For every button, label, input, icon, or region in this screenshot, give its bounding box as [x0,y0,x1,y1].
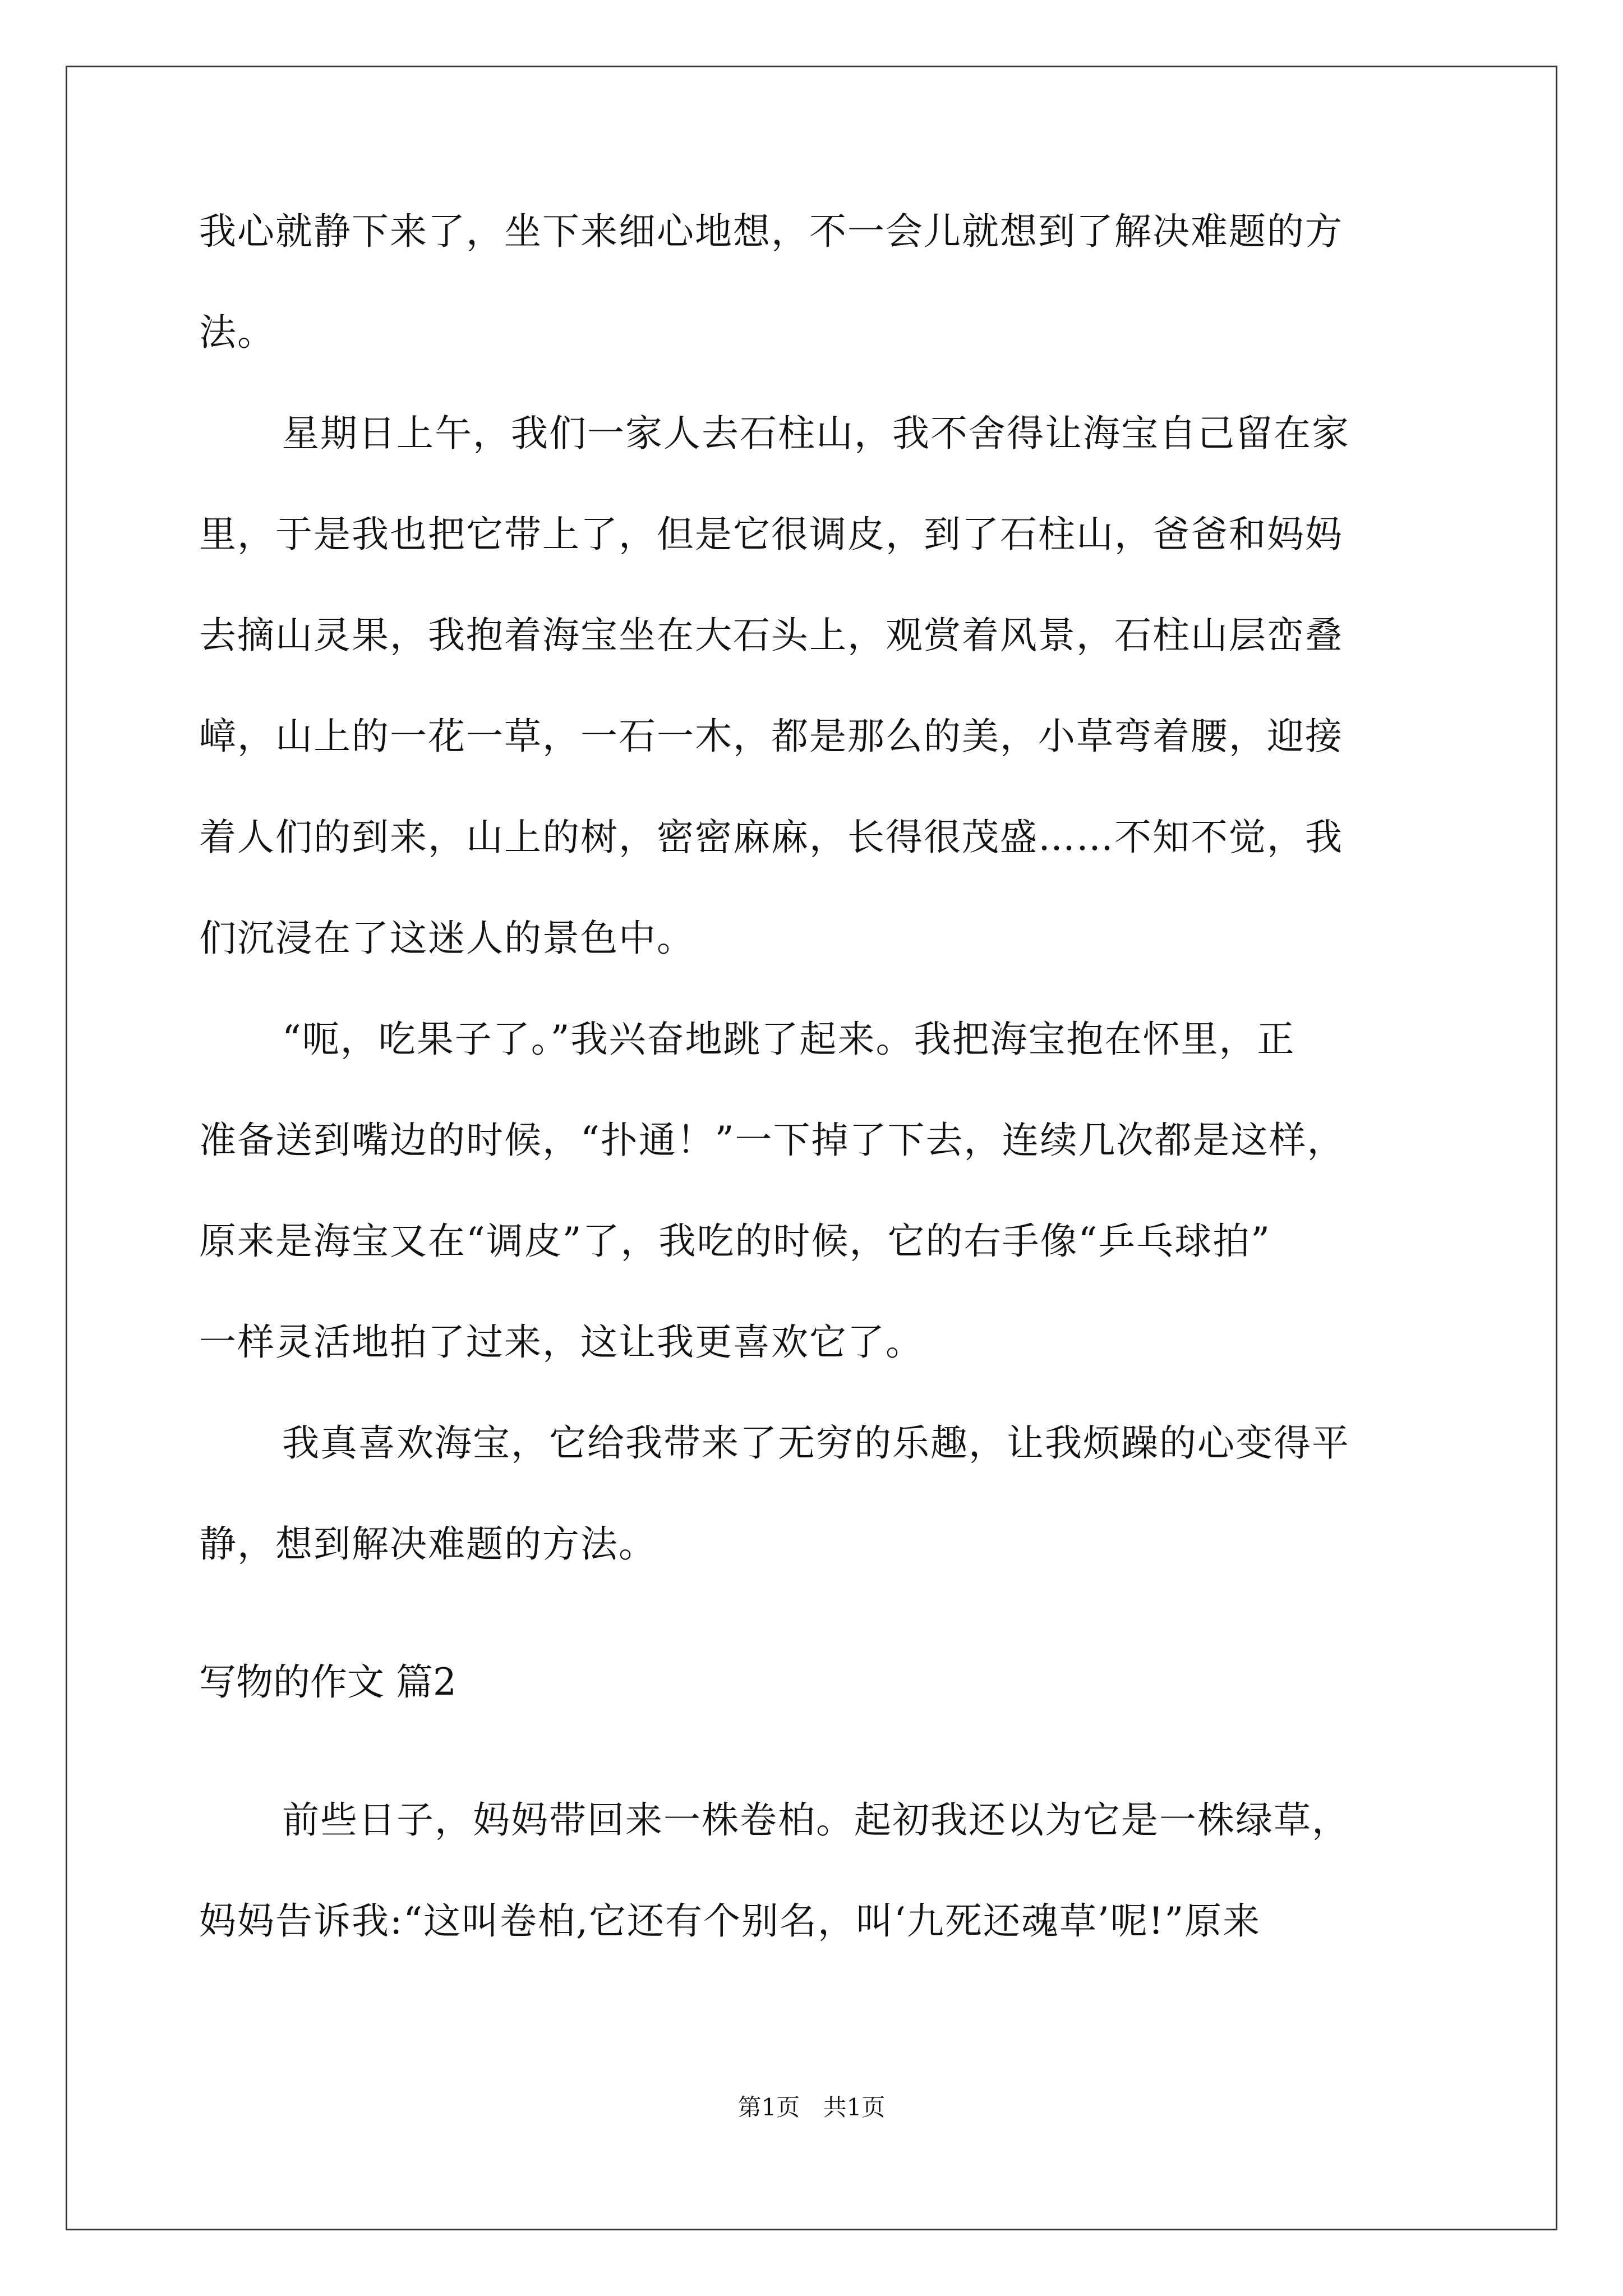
paragraph-line: 原来是海宝又在“调皮”了，我吃的时候，它的右手像“乒乓球拍” [199,1220,1271,1263]
paragraph-line: 着人们的到来，山上的树，密密麻麻，长得很茂盛……不知不觉，我 [199,816,1343,859]
paragraph-line: 我心就静下来了，坐下来细心地想，不一会儿就想到了解决难题的方 [199,210,1343,253]
paragraph-line: 前些日子，妈妈带回来一株卷柏。起初我还以为它是一株绿草， [282,1798,1350,1842]
paragraph-line: 妈妈告诉我:“这叫卷柏,它还有个别名，叫‘九死还魂草’呢!”原来 [199,1899,1261,1943]
page-total: 共1页 [823,2093,886,2121]
paragraph-line: 静，想到解决难题的方法。 [199,1522,657,1566]
paragraph-line: 法。 [199,311,275,354]
paragraph-line: 一样灵活地拍了过来，这让我更喜欢它了。 [199,1320,924,1364]
section-heading: 写物的作文 篇2 [199,1660,457,1704]
page-number: 第1页 [737,2093,800,2121]
paragraph-line: 去摘山灵果，我抱着海宝坐在大石头上，观赏着风景，石柱山层峦叠 [199,614,1343,657]
paragraph-line: 嶂，山上的一花一草，一石一木，都是那么的美，小草弯着腰，迎接 [199,715,1343,758]
paragraph-line: 我真喜欢海宝，它给我带来了无穷的乐趣，让我烦躁的心变得平 [282,1421,1350,1465]
document-body [199,210,1433,1943]
paragraph-line: “呃，吃果子了。”我兴奋地跳了起来。我把海宝抱在怀里，正 [282,1018,1295,1061]
paragraph-line: 准备送到嘴边的时候，“扑通！”一下掉了下去，连续几次都是这样， [199,1119,1345,1162]
page-footer [0,2093,1623,2121]
paragraph-line: 们沉浸在了这迷人的景色中。 [199,917,695,960]
paragraph-line: 里，于是我也把它带上了，但是它很调皮，到了石柱山，爸爸和妈妈 [199,513,1343,556]
paragraph-line: 星期日上午，我们一家人去石柱山，我不舍得让海宝自己留在家 [282,412,1350,455]
